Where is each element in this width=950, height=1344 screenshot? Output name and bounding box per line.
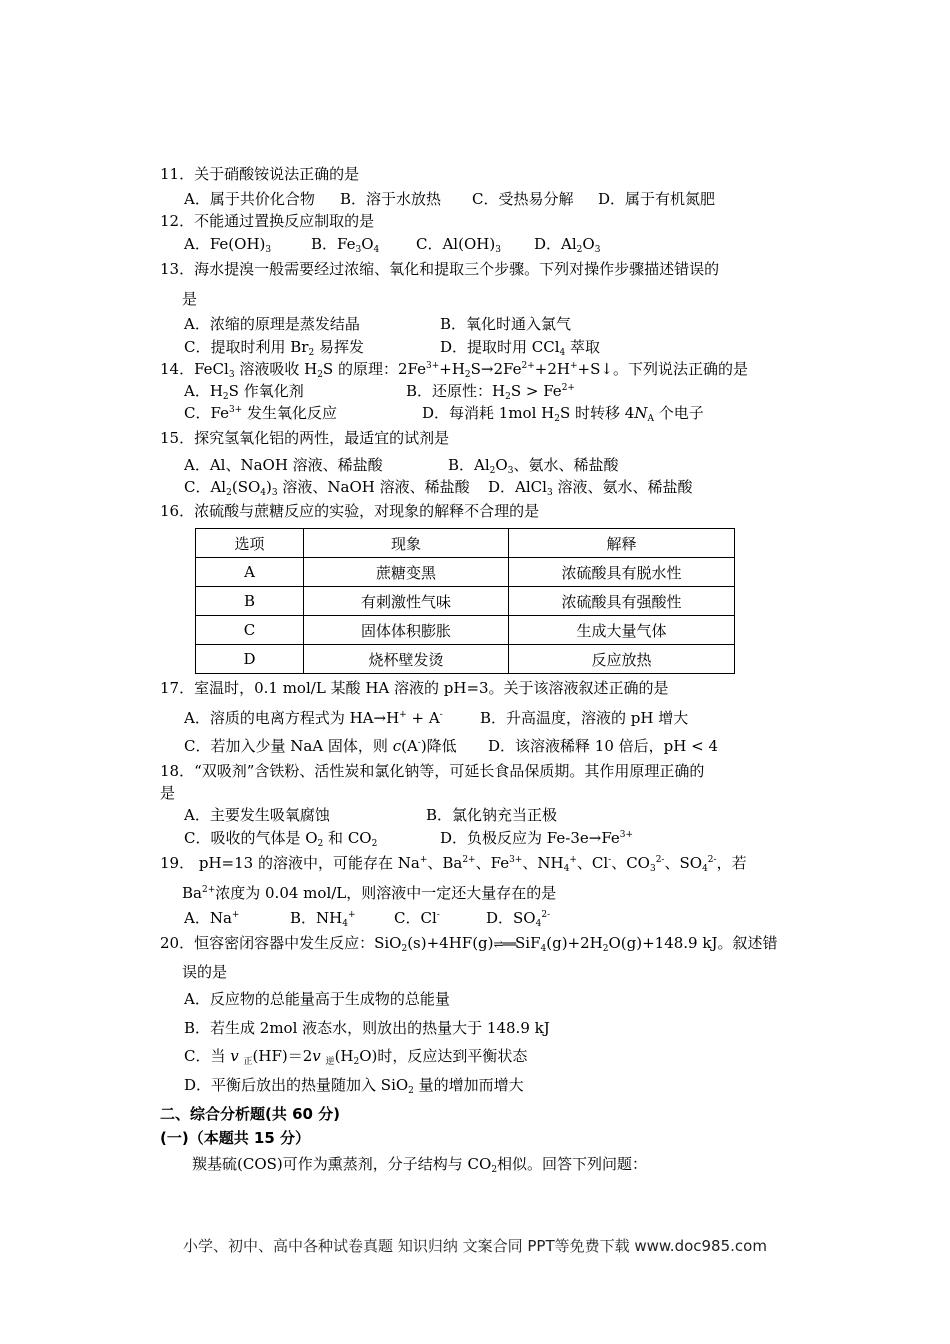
table-header-cell: 选项 <box>196 529 304 558</box>
q17-option-a: A．溶质的电离方程式为 HA→H+ + A- <box>184 709 443 727</box>
q20-stem-cont: 误的是 <box>182 963 228 981</box>
q13-option-b: B．氧化时通入氯气 <box>440 315 572 333</box>
table-cell: 固体体积膨胀 <box>304 616 509 645</box>
q14-option-d: D．每消耗 1mol $H_2S$ 时转移 $4N_A$ 个电子 <box>422 404 704 424</box>
q13-option-a: A．浓缩的原理是蒸发结晶 <box>184 315 360 333</box>
q18-option-b: B．氯化钠充当正极 <box>426 806 558 824</box>
section-intro: 羰基硫(COS)可作为熏蒸剂，分子结构与 $CO_2$相似。回答下列问题： <box>192 1155 648 1175</box>
table-cell: C <box>196 616 304 645</box>
table-cell: 有刺激性气味 <box>304 587 509 616</box>
q19-stem: 19． pH=13 的溶液中，可能存在 Na+、$Ba^{2+}$、$Fe^{3+}$、$NH_4^+$、Cl-、$CO_3^{2-}$、$SO_4^{2-}$，若 <box>160 854 747 874</box>
table-cell: 浓硫酸具有脱水性 <box>509 558 735 587</box>
q20-option-d: D．平衡后放出的热量随加入 SiO$_2$ 量的增加而增大 <box>184 1076 524 1096</box>
table-row <box>196 558 735 587</box>
q13-stem-cont: 是 <box>182 290 198 308</box>
q17-option-c: C．若加入少量 NaA 固体，则 c(A-)降低 <box>184 737 457 755</box>
table-cell: 生成大量气体 <box>509 616 735 645</box>
q12-option-a: A．$Fe(OH)_3$ <box>184 235 272 255</box>
q11-stem: 11．关于硝酸铵说法正确的是 <box>160 165 360 183</box>
q13-option-d: D．提取时用 CCl$_4$ 萃取 <box>440 338 601 358</box>
table-cell: 烧杯壁发烫 <box>304 645 509 674</box>
table-header-row <box>196 529 735 558</box>
q17-stem: 17．室温时，0.1 mol/L 某酸 HA 溶液的 pH=3。关于该溶液叙述正确的是 <box>160 679 669 697</box>
q19-option-b: B．$NH_4^+$ <box>290 909 356 929</box>
q12-stem: 12．不能通过置换反应制取的是 <box>160 212 375 230</box>
q11-option-a: A．属于共价化合物 <box>184 190 315 208</box>
equilibrium-arrow-icon: ⇌══ <box>493 937 516 951</box>
q11-option-d: D．属于有机氮肥 <box>598 190 716 208</box>
q18-option-c: C．吸收的气体是 $O_2$ 和 $CO_2$ <box>184 829 378 849</box>
q14-option-a: A．$H_2S$ 作氧化剂 <box>184 382 304 402</box>
q15-option-d: D．AlCl$_3$ 溶液、氨水、稀盐酸 <box>488 478 693 498</box>
q16-stem: 16．浓硫酸与蔗糖反应的实验，对现象的解释不合理的是 <box>160 502 540 520</box>
q18-option-d: D．负极反应为 $Fe-3e\to Fe^{3+}$ <box>440 829 634 847</box>
q15-stem: 15．探究氢氧化铝的两性，最适宜的试剂是 <box>160 429 450 447</box>
q13-option-c: C．提取时利用 $Br_2$ 易挥发 <box>184 338 364 358</box>
table-row <box>196 587 735 616</box>
q20-stem: 20．恒容密闭容器中发生反应：$SiO_2(s)+4HF(g)\rightleftharpoons══SiF_4(g)+2H_2O(g)+148.9$ kJ。叙述错 <box>160 934 778 954</box>
q15-option-a: A．Al、NaOH 溶液、稀盐酸 <box>184 456 383 474</box>
q18-option-a: A．主要发生吸氧腐蚀 <box>184 806 330 824</box>
table-cell: 蔗糖变黑 <box>304 558 509 587</box>
q17-option-d: D．该溶液稀释 10 倍后，pH < 4 <box>488 737 718 755</box>
table-cell: 反应放热 <box>509 645 735 674</box>
section-part-title: (一)（本题共 15 分） <box>160 1129 311 1147</box>
table-cell: 浓硫酸具有强酸性 <box>509 587 735 616</box>
table-cell: D <box>196 645 304 674</box>
q14-stem: 14．FeCl$_3$ 溶液吸收 $H_2S$ 的原理：$2Fe^{3+}+H_2S\to 2Fe^{2+}+2H^++S↓$。下列说法正确的是 <box>160 360 748 380</box>
q15-option-c: C．$Al_2(SO_4)_3$ 溶液、NaOH 溶液、稀盐酸 <box>184 478 470 498</box>
q14-option-b: B．还原性：$H_2S > Fe^{2+}$ <box>406 382 575 402</box>
q20-option-a: A．反应物的总能量高于生成物的总能量 <box>184 990 450 1008</box>
q11-option-b: B．溶于水放热 <box>340 190 442 208</box>
table-cell: A <box>196 558 304 587</box>
footer-watermark: 小学、初中、高中各种试卷真题 知识归纳 文案合同 PPT等免费下载 www.doc985.com <box>183 1237 767 1255</box>
table-header-cell: 现象 <box>304 529 509 558</box>
table-row <box>196 645 735 674</box>
q11-option-c: C．受热易分解 <box>472 190 574 208</box>
q17-option-b: B．升高温度，溶液的 pH 增大 <box>480 709 689 727</box>
q12-option-c: C．$Al(OH)_3$ <box>416 235 501 255</box>
q20-option-b: B．若生成 2mol 液态水，则放出的热量大于 148.9 kJ <box>184 1019 550 1037</box>
q19-option-c: C．Cl- <box>394 909 440 927</box>
q19-option-d: D．$SO_4^{2-}$ <box>486 909 551 929</box>
q15-option-b: B．$Al_2O_3$、氨水、稀盐酸 <box>448 456 619 476</box>
q16-table <box>195 528 735 674</box>
section-title: 二、综合分析题(共 60 分) <box>160 1105 341 1123</box>
q13-stem: 13．海水提溴一般需要经过浓缩、氧化和提取三个步骤。下列对操作步骤描述错误的 <box>160 260 720 278</box>
q18-stem: 18．“双吸剂”含铁粉、活性炭和氯化钠等，可延长食品保质期。其作用原理正确的 <box>160 762 705 780</box>
q19-stem-cont: $Ba^{2+}$浓度为 0.04 mol/L，则溶液中一定还大量存在的是 <box>182 884 557 902</box>
q19-option-a: A．Na+ <box>184 909 240 927</box>
q12-option-d: D．$Al_2O_3$ <box>534 235 601 255</box>
table-cell: B <box>196 587 304 616</box>
q18-stem-cont: 是 <box>160 784 176 802</box>
q14-option-c: C．$Fe^{3+}$ 发生氧化反应 <box>184 404 338 422</box>
q20-option-c: C．当 v $_正$(HF)＝2v $_逆(H_2O)$时，反应达到平衡状态 <box>184 1047 528 1067</box>
q12-option-b: B．$Fe_3O_4$ <box>311 235 380 255</box>
table-row <box>196 616 735 645</box>
table-header-cell: 解释 <box>509 529 735 558</box>
